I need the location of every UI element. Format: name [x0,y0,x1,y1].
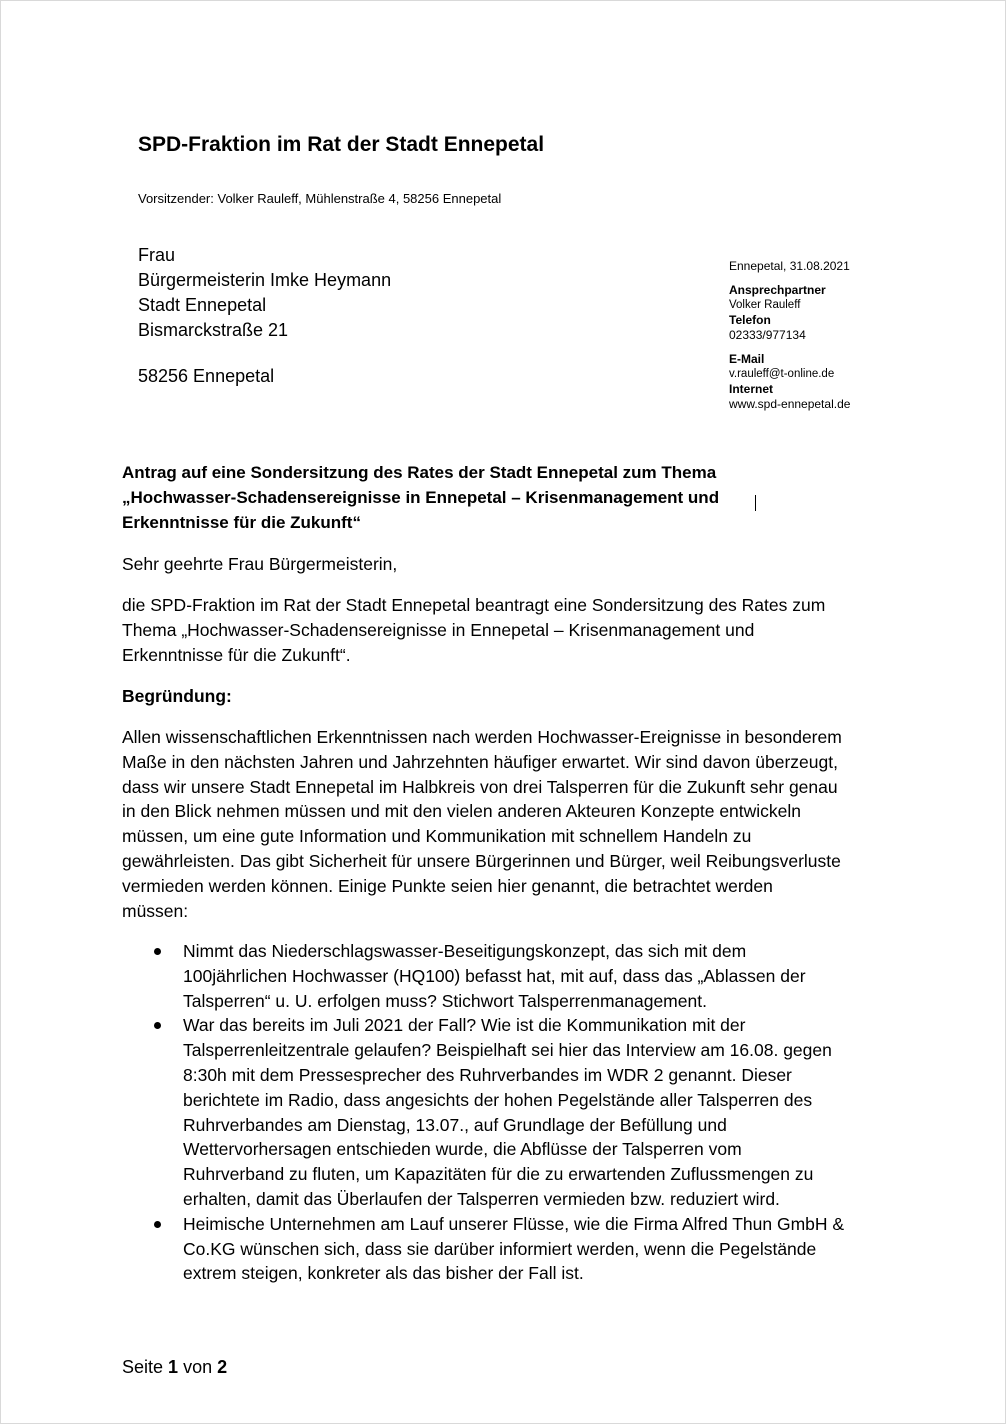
reason-line: gewährleisten. Das gibt Sicherheit für unsere Bürgerinnen und Bürger, weil Reibungsverluste [122,850,841,871]
bullet-line: Ruhrverband zu fluten, um Kapazitäten für die zu erwartenden Zuflussmengen zu [183,1164,814,1185]
bullet-line: 100jährlichen Hochwasser (HQ100) befasst hat, mit auf, dass das „Ablassen der [183,965,806,986]
bullet-item [122,939,902,1013]
subject-line: Antrag auf eine Sondersitzung des Rates der Stadt Ennepetal zum Thema [122,463,717,482]
bullet-line: berichtete im Radio, dass angesichts der hohen Pegelstände aller Talsperren des [183,1089,813,1110]
phone-value: 02333/977134 [729,328,806,342]
bullet-dot-icon [154,1022,161,1029]
recipient-line: Bürgermeisterin Imke Heymann [138,270,392,290]
text-cursor [755,495,756,511]
reason-line: Maße in den nächsten Jahren und Jahrzehnten häufiger erwartet. Wir sind davon überzeugt, [122,751,838,772]
intro-line: die SPD-Fraktion im Rat der Stadt Ennepetal beantragt eine Sondersitzung des Rates zum [122,595,826,615]
bullet-list [122,939,902,1286]
bullet-dot-icon [154,948,161,955]
intro-paragraph [122,593,825,667]
bullet-line: Co.KG wünschen sich, dass sie darüber informiert werden, wenn die Pegelstände [183,1238,817,1259]
internet-label: Internet [729,382,774,396]
salutation: Sehr geehrte Frau Bürgermeisterin, [122,554,398,574]
reason-line: müssen, um eine gute Information und Kommunikation mit schnellem Handeln zu [122,826,752,847]
internet-value: www.spd-ennepetal.de [729,397,851,411]
bullet-line: Talsperrenleitzentrale gelaufen? Beispielhaft sei hier das Interview am 16.08. gegen [183,1040,832,1061]
bullet-line: Ruhrverbandes am Dienstag, 13.07., auf Grundlage der Befüllung und [183,1114,727,1135]
subject-line: Erkenntnisse für die Zukunft“ [122,513,361,532]
chair-line: Vorsitzender: Volker Rauleff, Mühlenstraße 4, 58256 Ennepetal [138,191,502,206]
recipient-line: Bismarckstraße 21 [138,320,289,340]
subject-heading [122,460,822,535]
page-total: 2 [217,1357,228,1377]
bullet-line: Heimische Unternehmen am Lauf unserer Flüsse, wie die Firma Alfred Thun GmbH & [183,1213,845,1234]
bullet-line: extrem steigen, konkreter als das bisher der Fall ist. [183,1263,584,1284]
recipient-city: 58256 Ennepetal [138,366,275,386]
contact-label: Ansprechpartner [729,283,826,297]
intro-line: Thema „Hochwasser-Schadensereignisse in Ennepetal – Krisenmanagement und [122,619,755,640]
reason-heading: Begründung: [122,686,232,706]
intro-line: Erkenntnisse für die Zukunft“. [122,644,351,665]
contact-block [729,259,850,412]
reason-line: müssen: [122,900,189,921]
reason-paragraph [122,725,842,923]
phone-label: Telefon [729,313,771,327]
reason-line: vermieden werden können. Einige Punkte seien hier genannt, die betrachtet werden [122,875,773,896]
email-label: E-Mail [729,352,765,366]
recipient-line: Frau [138,245,176,265]
recipient-line: Stadt Ennepetal [138,295,267,315]
bullet-line: Wettervorhersagen entschieden wurde, die Abflüsse der Talsperren vom [183,1139,742,1160]
place-date: Ennepetal, 31.08.2021 [729,259,850,273]
bullet-line: War das bereits im Juli 2021 der Fall? Wie ist die Kommunikation mit der [183,1015,746,1036]
bullet-line: Nimmt das Niederschlagswasser-Beseitigungskonzept, das sich mit dem [183,941,747,961]
bullet-line: erhalten, damit das Überlaufen der Talsperren vermieden bzw. reduziert wird. [183,1188,780,1209]
bullet-line: Talsperren“ u. U. erfolgen muss? Stichwort Talsperrenmanagement. [183,990,707,1011]
bullet-line: 8:30h mit dem Pressesprecher des Ruhrverbandes im WDR 2 genannt. Dieser [183,1064,792,1085]
bullet-item [122,1013,902,1211]
contact-value: Volker Rauleff [729,299,801,311]
reason-line: Allen wissenschaftlichen Erkenntnissen nach werden Hochwasser-Ereignisse in besonderem [122,727,842,747]
bullet-item [122,1212,902,1286]
reason-line: in den Blick nehmen müssen und mit den vielen anderen Akteuren Konzepte entwickeln [122,801,802,822]
recipient-address [138,243,391,343]
email-value: v.rauleff@t-online.de [729,368,835,380]
party-title: SPD-Fraktion im Rat der Stadt Ennepetal [138,133,545,156]
page-word: Seite [122,1357,164,1377]
reason-line: dass wir unsere Stadt Ennepetal im Halbkreis von drei Talsperren für die Zukunft sehr genau [122,776,838,797]
subject-line: „Hochwasser-Schadensereignisse in Ennepetal – Krisenmanagement und [122,488,720,507]
page-current: 1 [168,1357,179,1377]
page-of-word: von [183,1357,213,1377]
page-number [122,1357,227,1378]
bullet-dot-icon [154,1221,161,1228]
